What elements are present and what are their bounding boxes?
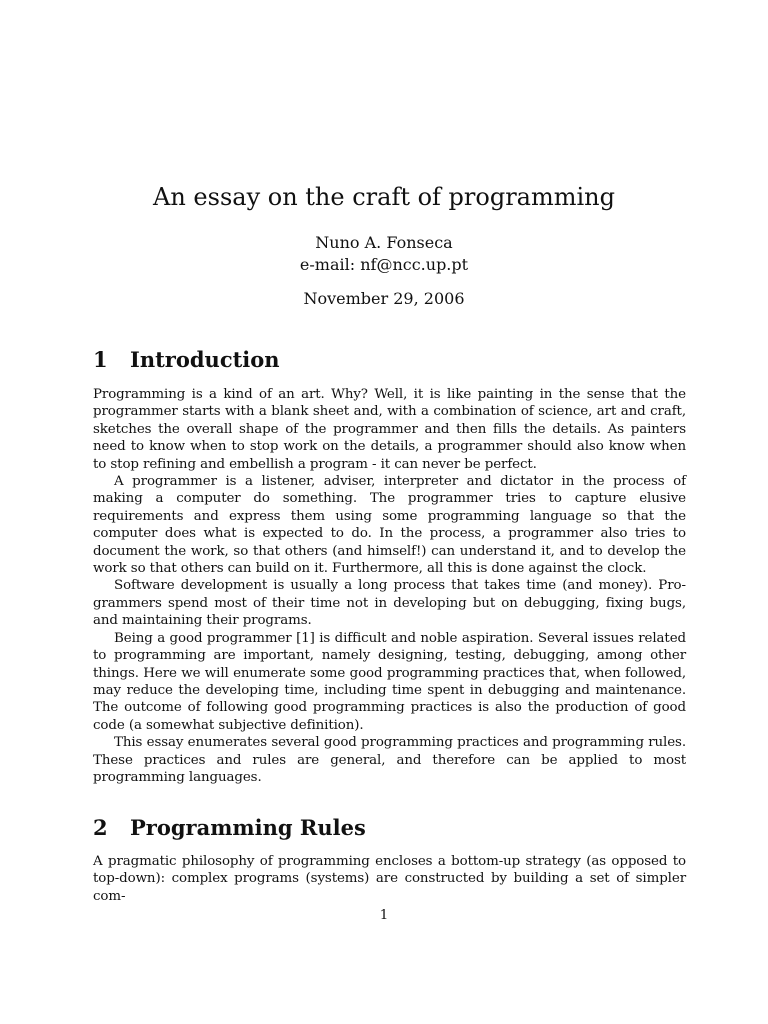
paragraph: Programming is a kind of an art. Why? Well, it is like painting in the sense that the programmer starts with a blank sheet and, with a combination of science, art and craft, sketches the overall shape of the programmer and then fills the details. As painters need to know when to stop work on the details, a programmer should also know when to stop refining and embellish a program - it can never be perfect. bbox=[93, 387, 686, 472]
section-title: Introduction bbox=[130, 347, 280, 372]
document-title: An essay on the craft of programming bbox=[153, 183, 615, 211]
paragraph: A pragmatic philosophy of programming encloses a bottom-up strategy (as opposed to top-down): complex programs (systems) are constructed by building a set of simpler com- bbox=[93, 854, 686, 904]
section-title: Programming Rules bbox=[130, 815, 366, 840]
section-number: 2 bbox=[93, 815, 108, 840]
document-date: November 29, 2006 bbox=[303, 289, 465, 308]
section-heading-programming-rules bbox=[93, 814, 693, 842]
section-body-programming-rules bbox=[93, 853, 686, 905]
section-heading-introduction bbox=[93, 346, 693, 374]
author-email: e-mail: nf@ncc.up.pt bbox=[299, 255, 469, 274]
paragraph: A programmer is a listener, adviser, interpreter and dictator in the process of making a computer do something. The programmer tries to capture elusive requirements and express them using some programming language so that the computer does what is expected to do. In the process, a programmer also tries to document the work, so that others (and himself!) can understand it, and to develop the work so that others can build on it. Furthermore, all this is done against the clock. bbox=[93, 474, 686, 577]
section-body-introduction bbox=[93, 386, 686, 786]
page-number: 1 bbox=[379, 908, 389, 923]
paragraph: This essay enumerates several good programming practices and programming rules. These practices and rules are general, and therefore can be applied to most programming languages. bbox=[93, 735, 686, 785]
paragraph: Being a good programmer [1] is difficult and noble aspiration. Several issues related to programming are important, namely designing, testing, debugging, among other things. Here we will enumerate some good programming practices that, when followed, may reduce the developing time, including time spent in debugging and maintenance. The outcome of following good programming practices is also the production of good code (a somewhat subjective definition). bbox=[93, 630, 686, 733]
paragraph: Software development is usually a long process that takes time (and money). Programmers spend most of their time not in developing but on debugging, fixing bugs, and maintaining their programs. bbox=[93, 578, 686, 629]
section-number: 1 bbox=[93, 347, 108, 372]
author-name: Nuno A. Fonseca bbox=[315, 233, 453, 252]
